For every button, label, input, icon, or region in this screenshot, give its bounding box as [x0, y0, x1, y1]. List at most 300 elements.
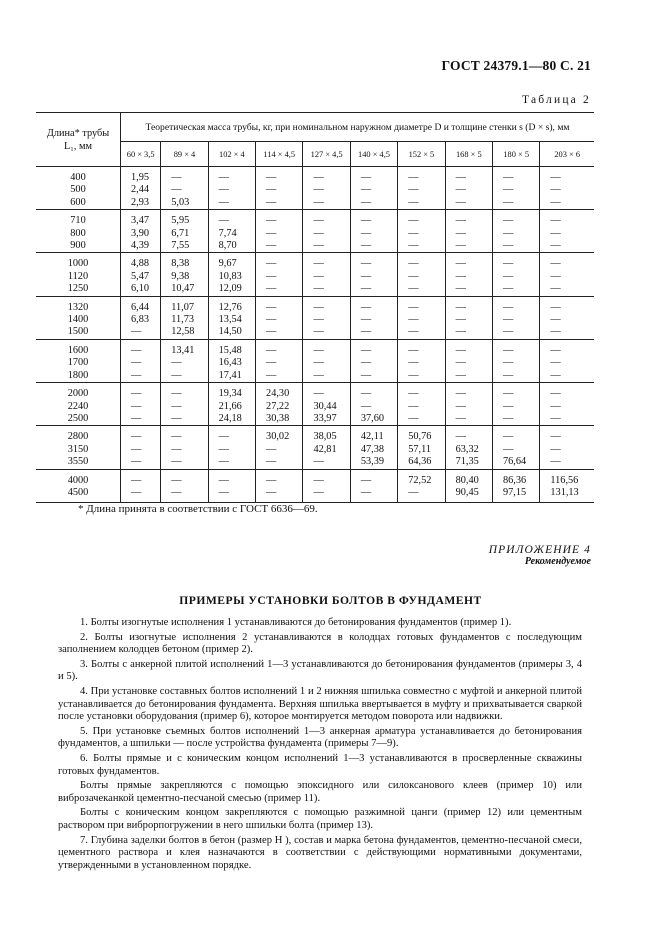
mass-cell: — — [161, 370, 208, 383]
mass-cell: 6,44 — [121, 296, 161, 314]
mass-cell: — — [540, 283, 594, 296]
mass-cell: 13,54 — [208, 314, 255, 326]
mass-cell: — — [303, 240, 350, 253]
mass-cell: 15,48 — [208, 339, 255, 357]
mass-cell: — — [398, 167, 445, 185]
mass-cell: — — [445, 296, 492, 314]
mass-cell: 19,34 — [208, 383, 255, 401]
mass-cell: — — [540, 326, 594, 339]
appendix-label: ПРИЛОЖЕНИЕ 4 — [488, 544, 591, 556]
column-header: 114 × 4,5 — [256, 142, 303, 167]
mass-cell: — — [121, 339, 161, 357]
mass-cell: — — [303, 283, 350, 296]
mass-cell: — — [540, 383, 594, 401]
mass-cell: — — [121, 326, 161, 339]
mass-cell: — — [256, 296, 303, 314]
mass-cell: — — [208, 210, 255, 228]
mass-cell: — — [303, 456, 350, 469]
mass-cell: — — [493, 184, 540, 196]
mass-cell: 97,15 — [493, 487, 540, 503]
table-row — [36, 228, 594, 240]
mass-cell: — — [256, 210, 303, 228]
length-cell: 900 — [36, 240, 121, 253]
mass-cell: — — [493, 326, 540, 339]
mass-cell: 2,44 — [121, 184, 161, 196]
length-cell: 1500 — [36, 326, 121, 339]
mass-cell: — — [121, 456, 161, 469]
length-cell: 1700 — [36, 357, 121, 369]
mass-cell: — — [445, 197, 492, 210]
mass-cell: — — [208, 426, 255, 444]
column-header: 180 × 5 — [493, 142, 540, 167]
mass-table — [36, 112, 594, 503]
mass-cell: — — [256, 197, 303, 210]
mass-cell: — — [493, 197, 540, 210]
table-row — [36, 401, 594, 413]
appendix-block — [489, 544, 591, 567]
mass-cell: 42,11 — [350, 426, 397, 444]
mass-cell: — — [493, 240, 540, 253]
mass-cell: — — [256, 487, 303, 503]
table-row — [36, 326, 594, 339]
mass-cell: — — [398, 197, 445, 210]
mass-cell: — — [303, 370, 350, 383]
mass-cell: — — [398, 184, 445, 196]
mass-cell: — — [303, 228, 350, 240]
mass-cell: — — [350, 271, 397, 283]
mass-cell: — — [208, 456, 255, 469]
table-row — [36, 426, 594, 444]
table-row — [36, 296, 594, 314]
length-cell: 500 — [36, 184, 121, 196]
table-footnote: * Длина принята в соответствии с ГОСТ 6636—69. — [78, 503, 318, 515]
mass-cell: — — [398, 296, 445, 314]
column-header: 60 × 3,5 — [121, 142, 161, 167]
mass-cell: — — [121, 487, 161, 503]
mass-cell: — — [493, 413, 540, 426]
mass-cell: 30,38 — [256, 413, 303, 426]
mass-cell: — — [121, 370, 161, 383]
mass-cell: — — [350, 197, 397, 210]
mass-cell: — — [540, 339, 594, 357]
column-header: 152 × 5 — [398, 142, 445, 167]
mass-cell: — — [303, 253, 350, 271]
mass-cell: — — [398, 271, 445, 283]
mass-cell: — — [350, 184, 397, 196]
mass-cell: — — [398, 314, 445, 326]
mass-cell: — — [445, 314, 492, 326]
mass-cell: — — [493, 444, 540, 456]
mass-cell: 71,35 — [445, 456, 492, 469]
mass-cell: — — [256, 370, 303, 383]
mass-cell: 14,50 — [208, 326, 255, 339]
mass-cell: — — [303, 314, 350, 326]
mass-cell: 13,41 — [161, 339, 208, 357]
mass-cell: — — [493, 253, 540, 271]
mass-cell: — — [540, 197, 594, 210]
length-cell: 1250 — [36, 283, 121, 296]
mass-cell: — — [350, 167, 397, 185]
mass-cell: — — [350, 401, 397, 413]
mass-cell: — — [208, 469, 255, 487]
mass-cell: — — [398, 487, 445, 503]
mass-group-header: Теоретическая масса трубы, кг, при номинальном наружном диаметре D и толщине стенки s (D × s), мм — [121, 113, 595, 142]
mass-cell: — — [121, 469, 161, 487]
mass-cell: — — [398, 413, 445, 426]
mass-cell: 72,52 — [398, 469, 445, 487]
table-row — [36, 469, 594, 487]
mass-cell: — — [303, 271, 350, 283]
mass-cell: — — [540, 456, 594, 469]
mass-cell: 12,58 — [161, 326, 208, 339]
mass-cell: 11,07 — [161, 296, 208, 314]
mass-cell: 27,22 — [256, 401, 303, 413]
length-cell: 1800 — [36, 370, 121, 383]
paragraph: Болты прямые закрепляются с помощью эпоксидного или силоксанового клеев (пример 10) или виброзачеканкой цементно-песчаной смесью (пример 11). — [58, 780, 582, 804]
column-headers-row — [36, 142, 594, 167]
mass-cell: 33,97 — [303, 413, 350, 426]
length-cell: 1000 — [36, 253, 121, 271]
length-cell: 800 — [36, 228, 121, 240]
mass-cell: — — [398, 240, 445, 253]
mass-cell: — — [493, 283, 540, 296]
table-row — [36, 167, 594, 185]
mass-cell: 6,71 — [161, 228, 208, 240]
mass-cell: — — [256, 184, 303, 196]
mass-cell: — — [161, 401, 208, 413]
mass-cell: 38,05 — [303, 426, 350, 444]
mass-cell: — — [256, 339, 303, 357]
mass-cell: — — [303, 197, 350, 210]
mass-cell: — — [493, 357, 540, 369]
length-cell: 2240 — [36, 401, 121, 413]
mass-cell: — — [540, 444, 594, 456]
mass-cell: — — [540, 240, 594, 253]
mass-cell: — — [256, 253, 303, 271]
mass-cell: — — [256, 444, 303, 456]
mass-cell: — — [540, 167, 594, 185]
mass-cell: — — [161, 184, 208, 196]
mass-cell: — — [256, 271, 303, 283]
table-row — [36, 383, 594, 401]
length-cell: 710 — [36, 210, 121, 228]
paragraph: 5. При установке съемных болтов исполнений 1—3 анкерная арматура устанавливается до бетонирования фундаментов, а шпильки — после устройства фундамента (примеры 7—9). — [58, 725, 582, 750]
mass-cell: — — [208, 184, 255, 196]
mass-cell: — — [350, 210, 397, 228]
mass-cell: 16,43 — [208, 357, 255, 369]
length-cell: 400 — [36, 167, 121, 185]
mass-cell: — — [303, 383, 350, 401]
mass-cell: 131,13 — [540, 487, 594, 503]
mass-cell: 9,67 — [208, 253, 255, 271]
mass-cell: — — [161, 167, 208, 185]
mass-cell: — — [350, 487, 397, 503]
mass-cell: — — [256, 456, 303, 469]
mass-cell: — — [398, 370, 445, 383]
mass-cell: — — [540, 228, 594, 240]
length-header-line1: Длина* трубы — [46, 127, 110, 139]
length-cell: 1120 — [36, 271, 121, 283]
paragraph: 1. Болты изогнутые исполнения 1 устанавливаются до бетонирования фундаментов (пример 1). — [80, 617, 512, 628]
mass-cell: — — [303, 469, 350, 487]
mass-cell: — — [398, 283, 445, 296]
mass-cell: — — [493, 370, 540, 383]
mass-cell: — — [303, 296, 350, 314]
mass-cell: 86,36 — [493, 469, 540, 487]
mass-cell: — — [161, 469, 208, 487]
mass-cell: — — [350, 357, 397, 369]
mass-cell: 12,09 — [208, 283, 255, 296]
mass-cell: — — [303, 167, 350, 185]
table-row — [36, 240, 594, 253]
mass-cell: — — [493, 271, 540, 283]
mass-cell: 24,18 — [208, 413, 255, 426]
mass-cell: — — [256, 326, 303, 339]
mass-cell: — — [256, 469, 303, 487]
mass-cell: — — [540, 253, 594, 271]
table-row — [36, 357, 594, 369]
mass-cell: 42,81 — [303, 444, 350, 456]
mass-cell: — — [493, 210, 540, 228]
table-row — [36, 444, 594, 456]
mass-cell: — — [445, 184, 492, 196]
mass-cell: — — [445, 413, 492, 426]
mass-cell: 17,41 — [208, 370, 255, 383]
column-header: 140 × 4,5 — [350, 142, 397, 167]
table-row — [36, 271, 594, 283]
mass-cell: 24,30 — [256, 383, 303, 401]
mass-cell: — — [121, 401, 161, 413]
table-row — [36, 339, 594, 357]
mass-cell: — — [540, 357, 594, 369]
mass-cell: 5,95 — [161, 210, 208, 228]
length-header — [36, 113, 121, 167]
table-row — [36, 487, 594, 503]
mass-cell: 5,47 — [121, 271, 161, 283]
table-row — [36, 314, 594, 326]
section-title: ПРИМЕРЫ УСТАНОВКИ БОЛТОВ В ФУНДАМЕНТ — [179, 594, 482, 607]
mass-cell: — — [445, 401, 492, 413]
mass-cell: 11,73 — [161, 314, 208, 326]
mass-cell: — — [493, 296, 540, 314]
length-cell: 2500 — [36, 413, 121, 426]
mass-cell: — — [208, 444, 255, 456]
mass-cell: — — [540, 184, 594, 196]
mass-cell: 3,90 — [121, 228, 161, 240]
appendix-status: Рекомендуемое — [524, 556, 591, 567]
mass-cell: — — [445, 271, 492, 283]
table-row — [36, 210, 594, 228]
mass-cell: — — [398, 383, 445, 401]
length-cell: 2000 — [36, 383, 121, 401]
mass-cell: 2,93 — [121, 197, 161, 210]
mass-cell: — — [540, 296, 594, 314]
table-row — [36, 456, 594, 469]
mass-cell: — — [161, 413, 208, 426]
mass-cell: — — [493, 401, 540, 413]
mass-cell: — — [445, 283, 492, 296]
length-cell: 3150 — [36, 444, 121, 456]
mass-cell: 116,56 — [540, 469, 594, 487]
mass-cell: — — [540, 314, 594, 326]
column-header: 89 × 4 — [161, 142, 208, 167]
mass-cell: — — [493, 167, 540, 185]
mass-cell: 10,83 — [208, 271, 255, 283]
mass-cell: — — [398, 228, 445, 240]
mass-cell: — — [303, 487, 350, 503]
mass-cell: — — [350, 383, 397, 401]
mass-cell: — — [445, 426, 492, 444]
page-header: ГОСТ 24379.1—80 С. 21 — [441, 58, 591, 73]
mass-cell: — — [121, 426, 161, 444]
mass-cell: — — [208, 167, 255, 185]
column-header: 168 × 5 — [445, 142, 492, 167]
mass-cell: — — [493, 383, 540, 401]
mass-cell: 10,47 — [161, 283, 208, 296]
mass-cell: — — [208, 487, 255, 503]
length-cell: 1320 — [36, 296, 121, 314]
mass-cell: 90,45 — [445, 487, 492, 503]
mass-cell: — — [161, 383, 208, 401]
paragraph: 4. При установке составных болтов исполнений 1 и 2 нижняя шпилька совместно с муфтой и анкерной плитой устанавливается до бетонирования фундамента. Верхняя шпилька ввертывается в муфту и прихватывается сваркой после установки оборудования (пример 6), которое монтируется методом поворота или надвижки. — [58, 685, 582, 723]
table-row — [36, 184, 594, 196]
length-header-line2: L₁, мм — [63, 140, 93, 152]
mass-cell: 4,88 — [121, 253, 161, 271]
length-cell: 1400 — [36, 314, 121, 326]
mass-cell: — — [350, 296, 397, 314]
mass-cell: — — [256, 357, 303, 369]
mass-cell: 64,36 — [398, 456, 445, 469]
length-cell: 600 — [36, 197, 121, 210]
mass-cell: — — [445, 210, 492, 228]
paragraph: 6. Болты прямые и с коническим концом исполнений 1—3 устанавливаются в просверленные скважины готовых фундаментов. — [58, 752, 582, 777]
mass-cell: 1,95 — [121, 167, 161, 185]
mass-cell: — — [540, 271, 594, 283]
mass-cell: — — [493, 426, 540, 444]
mass-cell: — — [540, 401, 594, 413]
mass-cell: — — [398, 253, 445, 271]
mass-cell: — — [303, 210, 350, 228]
mass-cell: — — [256, 228, 303, 240]
mass-cell: 9,38 — [161, 271, 208, 283]
mass-cell: 50,76 — [398, 426, 445, 444]
mass-cell: — — [121, 444, 161, 456]
paragraph: 2. Болты изогнутые исполнения 2 устанавливаются в колодцах готовых фундаментов с последующим заполнением колодцев бетоном (пример 2). — [58, 631, 582, 656]
mass-cell: 8,38 — [161, 253, 208, 271]
table-caption: Таблица 2 — [522, 94, 591, 106]
mass-cell: 30,44 — [303, 401, 350, 413]
mass-cell: — — [445, 383, 492, 401]
length-cell: 4500 — [36, 487, 121, 503]
mass-cell: — — [493, 314, 540, 326]
mass-cell: — — [398, 326, 445, 339]
mass-cell: 30,02 — [256, 426, 303, 444]
mass-cell: — — [540, 370, 594, 383]
mass-cell: — — [256, 314, 303, 326]
mass-cell: — — [350, 469, 397, 487]
mass-cell: — — [350, 314, 397, 326]
mass-cell: 12,76 — [208, 296, 255, 314]
mass-cell: 6,83 — [121, 314, 161, 326]
mass-cell: — — [445, 253, 492, 271]
length-cell: 4000 — [36, 469, 121, 487]
column-header: 127 × 4,5 — [303, 142, 350, 167]
mass-cell: 7,55 — [161, 240, 208, 253]
table-row — [36, 370, 594, 383]
column-header: 102 × 4 — [208, 142, 255, 167]
mass-cell: — — [398, 401, 445, 413]
mass-cell: — — [540, 426, 594, 444]
mass-cell: 3,47 — [121, 210, 161, 228]
mass-cell: 4,39 — [121, 240, 161, 253]
mass-cell: — — [303, 357, 350, 369]
mass-cell: — — [350, 283, 397, 296]
table-row — [36, 413, 594, 426]
mass-cell: 57,11 — [398, 444, 445, 456]
mass-cell: — — [256, 167, 303, 185]
table-row — [36, 197, 594, 210]
mass-cell: — — [161, 487, 208, 503]
mass-cell: — — [398, 339, 445, 357]
mass-cell: — — [350, 253, 397, 271]
mass-cell: — — [350, 228, 397, 240]
mass-cell: 53,39 — [350, 456, 397, 469]
mass-cell: — — [161, 357, 208, 369]
mass-cell: — — [303, 326, 350, 339]
mass-cell: — — [493, 339, 540, 357]
mass-cell: — — [121, 357, 161, 369]
mass-cell: — — [398, 357, 445, 369]
length-cell: 3550 — [36, 456, 121, 469]
mass-cell: 37,60 — [350, 413, 397, 426]
paragraph: 3. Болты с анкерной плитой исполнений 1—3 устанавливаются до бетонирования фундаментов (примеры 3, 4 и 5). — [58, 658, 582, 683]
mass-cell: — — [445, 370, 492, 383]
mass-cell: — — [540, 413, 594, 426]
mass-cell: 6,10 — [121, 283, 161, 296]
mass-cell: 63,32 — [445, 444, 492, 456]
mass-cell: — — [208, 197, 255, 210]
mass-cell: — — [121, 383, 161, 401]
mass-cell: 76,64 — [493, 456, 540, 469]
column-header: 203 × 6 — [540, 142, 594, 167]
mass-cell: 7,74 — [208, 228, 255, 240]
mass-cell: — — [445, 357, 492, 369]
mass-cell: — — [445, 339, 492, 357]
mass-cell: — — [540, 210, 594, 228]
table-row — [36, 283, 594, 296]
mass-cell: — — [445, 228, 492, 240]
table-body — [36, 167, 594, 503]
mass-cell: — — [445, 326, 492, 339]
paragraph: 7. Глубина заделки болтов в бетон (размер H ), состав и марка бетона фундаментов, цементно-песчаной смеси, цементного раствора и клея назначаются в соответствии с действующими нормативными документами, утвержденными в установленном порядке. — [58, 834, 582, 871]
mass-cell: — — [493, 228, 540, 240]
mass-cell: — — [256, 240, 303, 253]
mass-cell: — — [121, 413, 161, 426]
mass-cell: — — [161, 456, 208, 469]
mass-cell: — — [161, 444, 208, 456]
paragraph: Болты с коническим концом закрепляются с помощью разжимной цанги (пример 12) или цементным раствором при виброрпогружении в него шпильки болта (пример 13). — [58, 807, 582, 831]
mass-cell: 80,40 — [445, 469, 492, 487]
length-cell: 1600 — [36, 339, 121, 357]
body-text — [58, 617, 582, 874]
mass-cell: 8,70 — [208, 240, 255, 253]
mass-cell: — — [350, 339, 397, 357]
table-row — [36, 253, 594, 271]
mass-cell: — — [350, 370, 397, 383]
mass-cell: 47,38 — [350, 444, 397, 456]
mass-cell: — — [350, 326, 397, 339]
mass-cell: — — [398, 210, 445, 228]
